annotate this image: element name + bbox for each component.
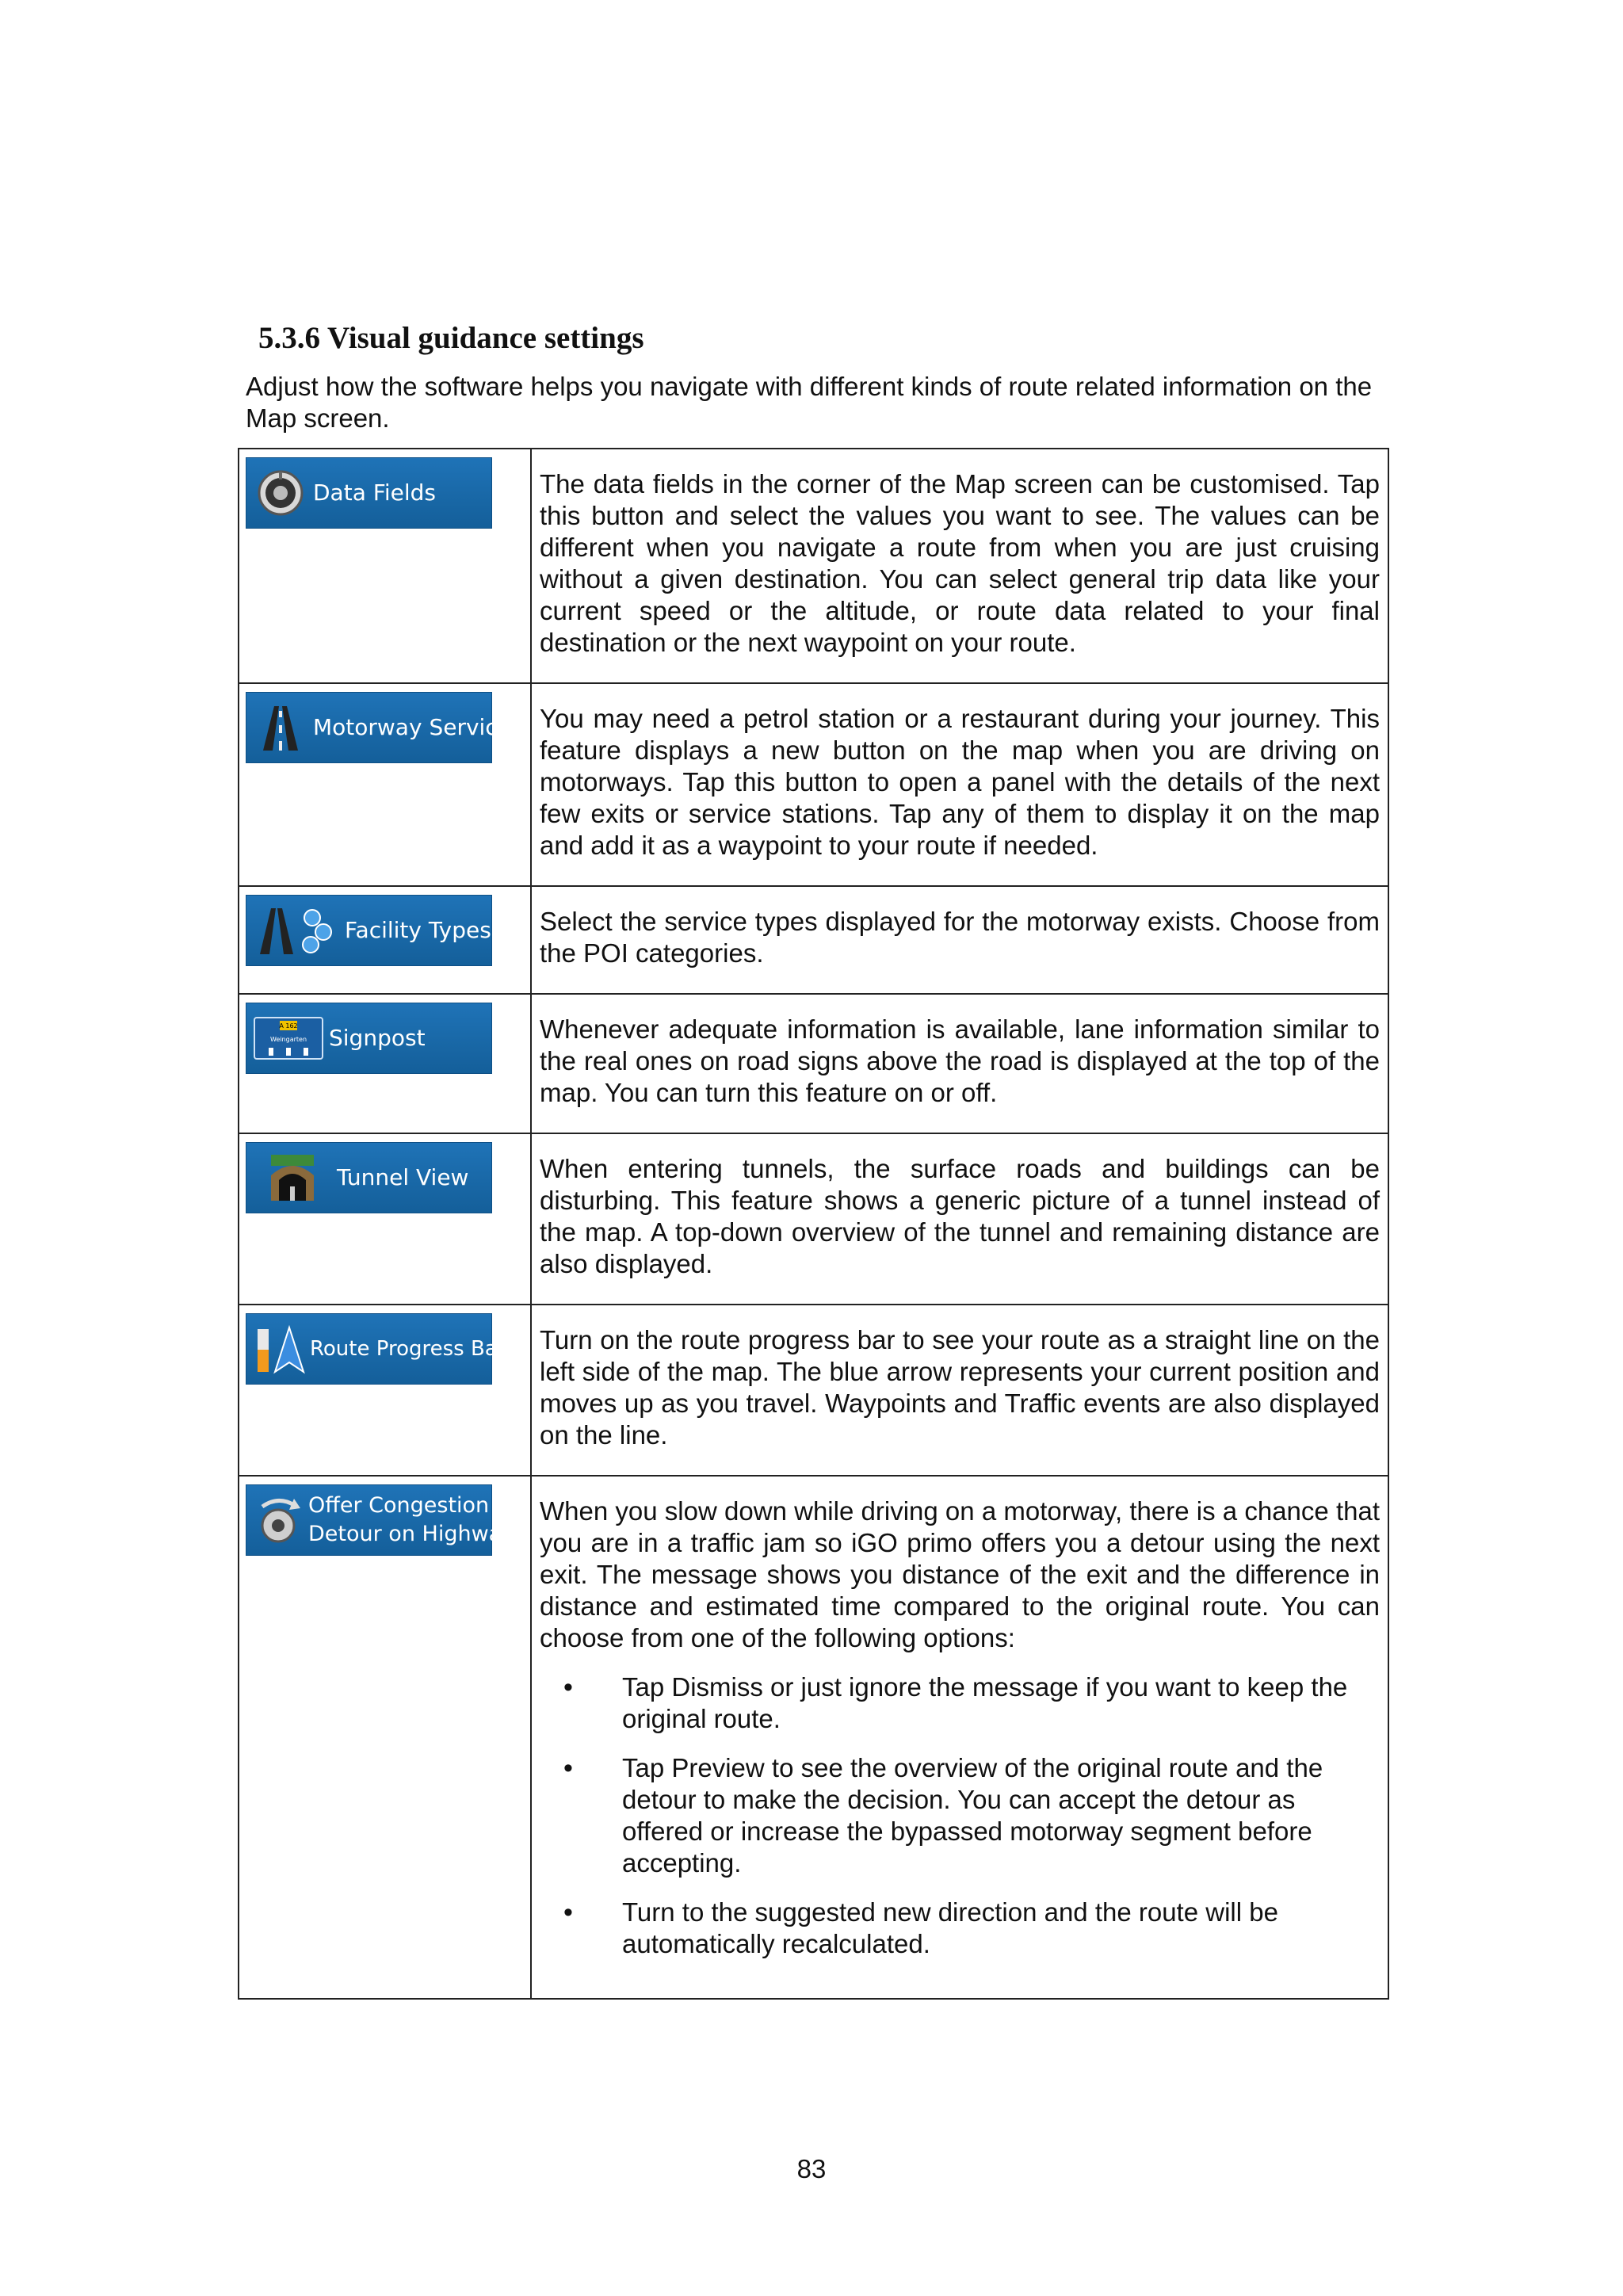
signpost-button[interactable] [246,1003,492,1074]
tunnel-view-button[interactable] [246,1142,492,1213]
offer-congestion-detour-button[interactable] [246,1484,526,1556]
facility-types-button[interactable] [246,895,492,966]
signpost-road-number: A 162 [279,1022,298,1030]
button-label-line-1: Offer Congestion [308,1493,490,1518]
route-progress-bar-button[interactable] [246,1313,506,1385]
table-row [239,1476,1388,1999]
button-cell [239,994,531,1133]
table-row [239,449,1388,683]
button-label: Signpost [329,1025,426,1051]
button-cell [239,886,531,994]
description-cell [531,683,1388,886]
list-item: • Turn to the suggested new direction and the route will be automatically recalculated. [540,1897,1380,1960]
button-label: Tunnel View [337,1164,469,1190]
section-heading: 5.3.6 Visual guidance settings [258,321,644,355]
list-item: • Tap Preview to see the overview of the original route and the detour to make the decision. You can accept the detour as offered or increase the bypassed motorway segment before accepting. [540,1752,1380,1879]
row-description: When entering tunnels, the surface roads and buildings can be disturbing. This feature shows a generic picture of a tunnel instead of the map. A top-down overview of the tunnel and remaining distance are also displayed. [540,1154,1380,1278]
button-label: Data Fields [313,479,436,506]
button-cell [239,683,531,886]
motorway-icon [253,699,308,756]
description-cell [531,1305,1388,1476]
description-cell [531,886,1388,994]
section-intro: Adjust how the software helps you navigate with different kinds of route related information on the Map screen. [246,372,1373,433]
button-cell [239,1133,531,1305]
facility-types-icon [253,902,340,959]
row-description: When you slow down while driving on a motorway, there is a chance that you are in a traffic jam so iGO primo offers you a detour using the next exit. The message shows you distance of the exit and the difference in distance and estimated time compared to the original route. You can choose from one of the following options: [540,1496,1380,1652]
description-cell [531,1133,1388,1305]
button-cell [239,1305,531,1476]
signpost-icon [253,1010,324,1067]
tunnel-icon [253,1149,332,1206]
button-cell [239,449,531,683]
row-description: You may need a petrol station or a restaurant during your journey. This feature displays a new button on the map when you are driving on motorways. Tap this button to open a panel with the details of the next few exits or service stations. Tap any of them to display it on the map and add it as a waypoint to your route if needed. [540,704,1380,860]
row-description: Turn on the route progress bar to see your route as a straight line on the left side of the map. The blue arrow represents your current position and moves up as you travel. Waypoints and Traffic events are also displayed on the line. [540,1325,1380,1450]
button-label: Route Progress Bar [310,1337,506,1361]
list-item: • Tap Dismiss or just ignore the message if you want to keep the original route. [540,1671,1380,1735]
button-label-line-2: Detour on Highways [308,1522,526,1546]
description-cell [531,994,1388,1133]
row-description: The data fields in the corner of the Map screen can be customised. Tap this button and select the values you want to see. The values can be different when you navigate a route from when you are just cruising without a given destination. You can select general trip data like your current speed or the altitude, or route data related to your final destination or the next waypoint on your route. [540,469,1380,657]
row-description: Select the service types displayed for the motorway exists. Choose from the POI categories. [540,907,1380,968]
button-label [304,1492,525,1549]
congestion-detour-icon [253,1492,304,1549]
data-fields-gauge-icon [253,464,308,521]
signpost-place-name: Weingarten [269,1036,307,1043]
row-description: Whenever adequate information is available, lane information similar to the real ones on road signs above the road is displayed at the top of the map. You can turn this feature on or off. [540,1014,1380,1107]
table-row [239,886,1388,994]
options-list [540,1671,1380,1960]
settings-table [238,448,1389,2000]
page-number: 83 [796,2154,827,2183]
table-row [239,1305,1388,1476]
table-row [239,994,1388,1133]
button-label: Motorway Services [313,714,523,740]
table-row [239,683,1388,886]
description-cell [531,1476,1388,1999]
motorway-services-button[interactable] [246,692,523,763]
button-label: Facility Types [345,917,491,943]
route-progress-bar-icon [253,1320,305,1377]
button-cell [239,1476,531,1999]
data-fields-button[interactable] [246,457,492,529]
description-cell [531,449,1388,683]
table-row [239,1133,1388,1305]
